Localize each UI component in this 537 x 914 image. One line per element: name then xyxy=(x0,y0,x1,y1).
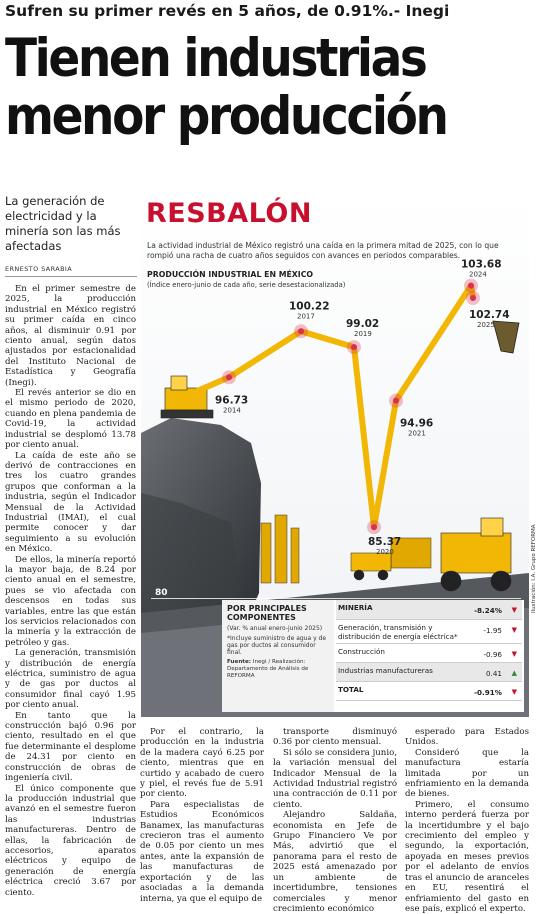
component-value: 0.41 xyxy=(485,669,502,678)
paragraph: La caída de este año se derivó de contracciones en tres los cuatro grandes grupos que conforman a la industria, según el Indicador Mensual de la Actividad Industrial (IMAI), el cual permite conocer y dar seguimiento a su evolución en México. xyxy=(5,450,136,555)
panel-credit xyxy=(227,659,329,680)
illustration-credit: Ilustración: I.A. Grupo REFORMA xyxy=(531,524,537,613)
paragraph: transporte disminuyó 0.36 por ciento mensual. xyxy=(273,727,397,748)
paragraph: El revés anterior se dio en el mismo periodo de 2020, cuando en plena pandemia de Covid-19, la actividad industrial se desplomó 13.78 por ciento anual. xyxy=(5,388,136,451)
paragraph: La generación, transmisión y distribución de energía eléctrica, suministro de agua y de gas por ductos al consumidor final cayó 1.95 por ciento anual. xyxy=(5,648,136,711)
x-label: 2025 xyxy=(477,321,495,330)
data-point xyxy=(371,524,377,530)
body-column-3 xyxy=(273,727,397,914)
body-column-4 xyxy=(405,727,529,914)
headline-line-1: Tienen industrias xyxy=(5,27,426,90)
paragraph: En el primer semestre de 2025, la producción industrial en México registró su primer caída en cinco años, al disminuir 0.91 por ciento anual, según datos ajustados por estacionalidad del Instituto Nacional de Estadística y Geografía (Inegi). xyxy=(5,284,136,388)
graphic-subtitle: La actividad industrial de México registró una caída en la primera mitad de 2025, con lo que rompió una racha de cuatro años seguidos con avances en periodos comparables. xyxy=(147,241,499,260)
data-label: 99.02 xyxy=(346,318,380,331)
data-point xyxy=(226,374,232,380)
component-label: MINERÍA xyxy=(338,603,373,612)
paragraph: Para especialistas de Estudios Económicos Banamex, las manufacturas crecieron tras el aumento de 0.05 por ciento un mes antes, ante la expansión de las manufacturas de exportación y de las asociadas a la demanda interna, ya que el equipo de xyxy=(140,799,264,904)
paragraph: Alejandro Saldaña, economista en Jefe de Grupo Financiero Ve por Más, advirtió que el panorama para el resto de 2025 está amenazado por un ambiente de incertidumbre, tensiones comerciales y menor crecimiento económico xyxy=(273,810,397,914)
kicker: Sufren su primer revés en 5 años, de 0.91%.- Inegi xyxy=(5,2,450,20)
data-point xyxy=(468,283,474,289)
component-row xyxy=(336,682,522,701)
up-arrow-icon: ▲ xyxy=(511,669,517,677)
paragraph: Consideró que la manufactura estaría limitada por un enfriamiento en la demanda de bienes. xyxy=(405,747,529,800)
component-label: Generación, transmisión y distribución de energía eléctrica* xyxy=(338,623,458,641)
component-value: -0.96 xyxy=(483,650,502,659)
headline xyxy=(5,27,529,148)
component-row xyxy=(336,663,522,682)
axis-line xyxy=(151,598,521,599)
data-label: 100.22 xyxy=(289,300,330,313)
data-point xyxy=(351,344,357,350)
data-point xyxy=(470,295,476,301)
panel-title: POR PRINCIPALES COMPONENTES xyxy=(227,604,307,622)
x-label: 2014 xyxy=(223,406,241,415)
byline: ERNESTO SARABIA xyxy=(5,265,137,277)
down-arrow-icon: ▼ xyxy=(511,688,517,696)
data-label: 94.96 xyxy=(400,417,434,430)
paragraph: Primero, el consumo interno perderá fuerza por la incertidumbre y el bajo crecimiento del empleo y segundo, la exportación, apoyada en meses previos por el adelanto de envíos tras el anuncio de aranceles en EU, resentirá el enfriamiento del gasto en ese país, explicó el experto. xyxy=(405,799,529,914)
paragraph: El único componente que la producción industrial que avanzó en el semestre fueron las industrias manufactureras. Dentro de ellas, la fabricación de accesorios, aparatos eléctricos y equipo de generación de energía eléctrica creció 3.67 por ciento. xyxy=(5,783,136,898)
component-row xyxy=(336,620,522,644)
chart-note: (Índice enero-junio de cada año, serie desestacionalizada) xyxy=(147,281,346,289)
deck: La generación de electricidad y la minería son las más afectadas xyxy=(5,194,121,253)
component-label: Industrias manufactureras xyxy=(338,666,433,675)
credit-label: Fuente: xyxy=(227,659,252,665)
paragraph: En tanto que la construcción bajó 0.96 por ciento, resultado en el que fue determinante el desplome de 24.31 por ciento en construcción de obras de ingeniería civil. xyxy=(5,710,136,784)
component-row xyxy=(336,600,522,620)
headline-line-2: menor producción xyxy=(5,86,447,148)
panel-footnote: *Incluye suministro de agua y de gas por ductos al consumidor final. xyxy=(227,635,327,656)
x-label: 2019 xyxy=(354,330,372,339)
axis-tick-80: 80 xyxy=(155,588,168,598)
paragraph: esperado para Estados Unidos. xyxy=(405,727,529,748)
panel-table xyxy=(336,600,522,712)
panel-info xyxy=(222,600,334,712)
x-label: 2017 xyxy=(297,312,315,321)
body-column-1 xyxy=(5,284,136,898)
panel-period: (Var. % anual enero-junio 2025) xyxy=(227,625,323,632)
data-label: 85.37 xyxy=(368,536,402,549)
component-label: TOTAL xyxy=(338,685,364,694)
data-label: 103.68 xyxy=(461,258,502,271)
paragraph: De ellos, la minería reportó la mayor baja, de 8.24 por ciento anual en el semestre, pues se vio afectada con descensos en todas sus variables, entre las que están los servicios relacionados con la minería y la extracción de petróleo y gas. xyxy=(5,554,136,648)
component-value: -8.24% xyxy=(474,606,502,615)
paragraph: Por el contrario, la producción en la industria de la madera cayó 6.25 por ciento, mientras que en curtido y acabado de cuero y piel, el revés fue de 5.91 por ciento. xyxy=(140,727,264,800)
component-value: -0.91% xyxy=(474,688,502,697)
chart-label: PRODUCCIÓN INDUSTRIAL EN MÉXICO xyxy=(147,270,314,279)
data-label: 96.73 xyxy=(215,394,249,407)
x-label: 2021 xyxy=(408,429,426,438)
paragraph: Si sólo se considera junio, la variación mensual del Indicador Mensual de la Actividad Industrial registró una contracción de 0.11 por ciento. xyxy=(273,747,397,810)
component-label: Construcción xyxy=(338,647,385,656)
component-row xyxy=(336,644,522,663)
x-label: 2020 xyxy=(376,548,394,557)
data-point xyxy=(393,398,399,404)
data-label: 102.74 xyxy=(469,309,510,322)
down-arrow-icon: ▼ xyxy=(511,606,517,614)
x-label: 2024 xyxy=(469,270,487,279)
data-point xyxy=(298,328,304,334)
down-arrow-icon: ▼ xyxy=(511,626,517,634)
body-column-2 xyxy=(140,727,264,904)
component-value: -1.95 xyxy=(483,626,502,635)
credit-text: Inegi / Realización: Departamento de Análisis de REFORMA xyxy=(227,659,309,679)
components-panel xyxy=(222,600,524,712)
graphic-title: RESBALÓN xyxy=(146,198,312,229)
down-arrow-icon: ▼ xyxy=(511,650,517,658)
